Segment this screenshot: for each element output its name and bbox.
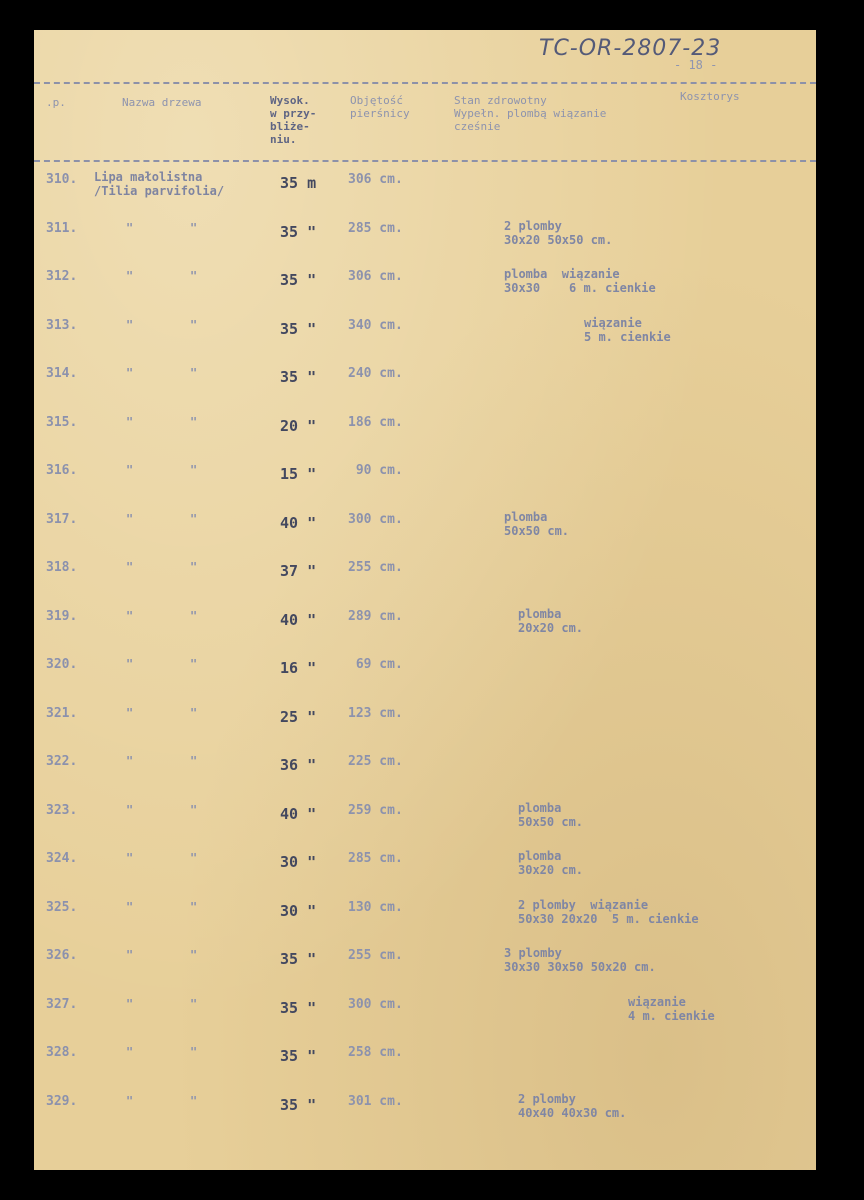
ditto-mark: " [126, 366, 134, 380]
row-number: 324. [46, 851, 78, 866]
trunk-girth: 300 cm. [348, 996, 403, 1012]
row-number: 313. [46, 317, 78, 333]
health-note: 2 plomby wiązanie 50x30 20x20 5 m. cienkie [518, 897, 699, 926]
row-number: 323. [46, 802, 78, 818]
trunk-girth: 90 cm. [348, 463, 403, 478]
table-row [34, 314, 816, 362]
ditto-mark: " [126, 802, 134, 817]
ditto-mark: " [126, 220, 134, 235]
page-number: - 18 - [674, 58, 718, 72]
ditto-mark: " [190, 511, 198, 526]
ditto-mark: " [126, 511, 134, 526]
ditto-mark: " [190, 463, 198, 477]
species-name: Lipa małolistna /Tilia parvifolia/ [94, 170, 225, 198]
ditto-mark: " [190, 220, 198, 235]
ditto-mark: " [126, 1093, 134, 1108]
tree-height: 20 " [280, 416, 317, 435]
tree-height: 35 " [280, 1095, 317, 1114]
tree-height: 25 " [280, 707, 317, 726]
health-note: wiązanie 4 m. cienkie [628, 994, 715, 1023]
tree-height: 35 " [280, 271, 317, 289]
row-number: 327. [46, 996, 78, 1012]
ditto-mark: " [126, 996, 134, 1011]
health-note: plomba 20x20 cm. [518, 606, 584, 635]
health-note: plomba 30x20 cm. [518, 849, 584, 877]
ditto-mark: " [126, 317, 134, 332]
ditto-mark: " [190, 705, 198, 720]
health-note: 3 plomby 30x30 30x50 50x20 cm. [504, 946, 656, 974]
table-row [34, 702, 816, 750]
trunk-girth: 255 cm. [348, 948, 403, 963]
ditto-mark: " [190, 414, 198, 429]
ditto-mark: " [190, 1093, 198, 1108]
row-number: 326. [46, 948, 78, 963]
reference-number: TC-OR-2807-23 [539, 36, 722, 61]
top-divider [34, 82, 816, 84]
ditto-mark: " [126, 608, 134, 623]
ditto-mark: " [126, 705, 134, 720]
row-number: 320. [46, 657, 78, 672]
row-number: 317. [46, 511, 78, 527]
tree-height: 35 " [280, 368, 317, 386]
header-species: Nazwa drzewa [122, 96, 202, 109]
health-note: plomba 50x50 cm. [504, 509, 570, 538]
row-number: 310. [46, 172, 78, 187]
ditto-mark: " [190, 996, 198, 1011]
ditto-mark: " [190, 269, 198, 283]
ditto-mark: " [126, 1045, 134, 1059]
tree-height: 35 m [280, 174, 317, 192]
ditto-mark: " [126, 899, 134, 914]
trunk-girth: 259 cm. [348, 802, 403, 818]
tree-height: 35 " [280, 319, 317, 338]
tree-height: 35 " [280, 998, 317, 1017]
ditto-mark: " [126, 463, 134, 477]
ditto-mark: " [126, 560, 134, 574]
ditto-mark: " [126, 754, 134, 768]
row-number: 318. [46, 560, 78, 575]
row-number: 314. [46, 366, 78, 381]
ditto-mark: " [126, 414, 134, 429]
table-row [34, 459, 816, 507]
table-row [34, 411, 816, 459]
ditto-mark: " [126, 851, 134, 865]
trunk-girth: 130 cm. [348, 899, 403, 915]
ditto-mark: " [126, 269, 134, 283]
header-volume: Objętość pierśnicy [350, 94, 410, 120]
table-row [34, 168, 816, 216]
tree-height: 37 " [280, 562, 317, 580]
trunk-girth: 285 cm. [348, 220, 403, 236]
tree-height: 16 " [280, 659, 317, 677]
trunk-girth: 300 cm. [348, 511, 403, 527]
table-row [34, 653, 816, 701]
table-row [34, 605, 816, 653]
ditto-mark: " [190, 948, 198, 962]
row-number: 319. [46, 608, 78, 624]
trunk-girth: 186 cm. [348, 414, 403, 430]
trunk-girth: 123 cm. [348, 705, 403, 721]
trunk-girth: 340 cm. [348, 317, 403, 333]
row-number: 315. [46, 414, 78, 430]
table-row [34, 750, 816, 798]
row-number: 325. [46, 899, 78, 915]
trunk-girth: 301 cm. [348, 1093, 403, 1109]
tree-height: 30 " [280, 853, 317, 871]
table-row [34, 1090, 816, 1138]
table-row [34, 1041, 816, 1089]
tree-height: 35 " [280, 222, 317, 241]
header-costs: Kosztorys [680, 90, 740, 103]
ditto-mark: " [190, 560, 198, 574]
table-row [34, 944, 816, 992]
table-row [34, 265, 816, 313]
trunk-girth: 255 cm. [348, 560, 403, 575]
health-note: plomba 50x50 cm. [518, 800, 584, 829]
row-number: 311. [46, 220, 78, 236]
tree-height: 15 " [280, 465, 317, 483]
trunk-girth: 285 cm. [348, 851, 403, 866]
document-sheet [34, 30, 816, 1170]
ditto-mark: " [190, 851, 198, 865]
trunk-girth: 225 cm. [348, 754, 403, 769]
row-number: 329. [46, 1093, 78, 1109]
table-row [34, 799, 816, 847]
trunk-girth: 69 cm. [348, 657, 403, 672]
trunk-girth: 258 cm. [348, 1045, 403, 1060]
header-height: Wysok. w przy- bliże- niu. [270, 94, 317, 146]
tree-height: 30 " [280, 901, 317, 920]
ditto-mark: " [190, 899, 198, 914]
ditto-mark: " [190, 802, 198, 817]
table-row [34, 993, 816, 1041]
trunk-girth: 306 cm. [348, 172, 403, 187]
table-row [34, 362, 816, 410]
ditto-mark: " [190, 1045, 198, 1059]
trunk-girth: 289 cm. [348, 608, 403, 624]
tree-height: 40 " [280, 804, 317, 823]
ditto-mark: " [190, 608, 198, 623]
table-row [34, 508, 816, 556]
row-number: 321. [46, 705, 78, 721]
health-note: plomba wiązanie 30x30 6 m. cienkie [504, 267, 656, 295]
table-row [34, 556, 816, 604]
row-number: 328. [46, 1045, 78, 1060]
trunk-girth: 240 cm. [348, 366, 403, 381]
tree-height: 35 " [280, 950, 317, 968]
header-number: .p. [46, 96, 66, 109]
tree-height: 40 " [280, 610, 317, 629]
ditto-mark: " [190, 754, 198, 768]
tree-height: 35 " [280, 1047, 317, 1065]
tree-height: 40 " [280, 513, 317, 532]
header-divider [34, 160, 816, 162]
ditto-mark: " [126, 657, 134, 671]
table-row [34, 847, 816, 895]
ditto-mark: " [190, 657, 198, 671]
ditto-mark: " [190, 366, 198, 380]
ditto-mark: " [190, 317, 198, 332]
table-row [34, 217, 816, 265]
trunk-girth: 306 cm. [348, 269, 403, 284]
ditto-mark: " [126, 948, 134, 962]
tree-height: 36 " [280, 756, 317, 774]
health-note: 2 plomby 40x40 40x30 cm. [518, 1091, 627, 1120]
header-state: Stan zdrowotny Wypełn. plombą wiązanie cześnie [454, 94, 607, 133]
row-number: 316. [46, 463, 78, 478]
row-number: 312. [46, 269, 78, 284]
health-note: 2 plomby 30x20 50x50 cm. [504, 218, 613, 247]
table-row [34, 896, 816, 944]
health-note: wiązanie 5 m. cienkie [584, 315, 671, 344]
row-number: 322. [46, 754, 78, 769]
